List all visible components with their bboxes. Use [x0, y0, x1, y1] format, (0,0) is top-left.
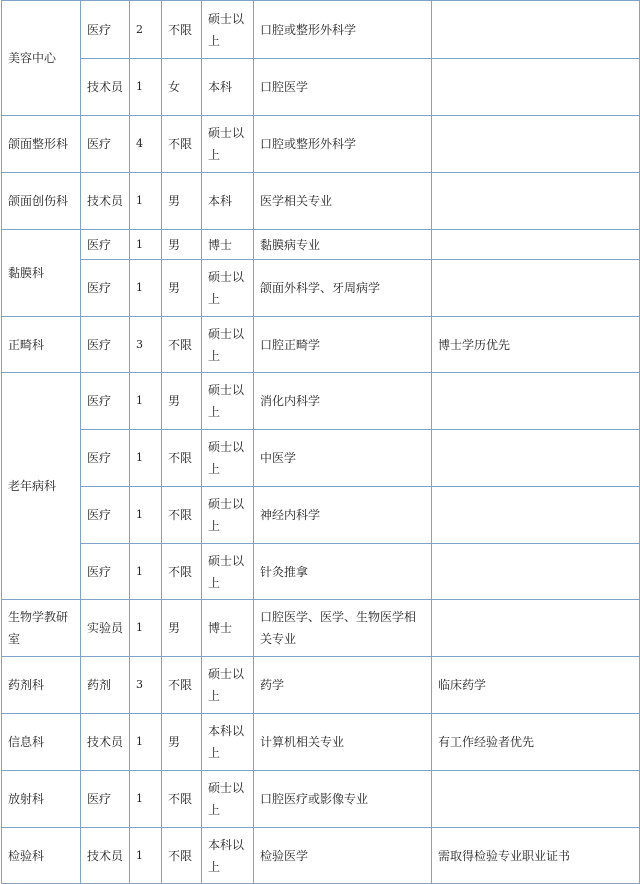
gender-cell: 不限 — [162, 1, 202, 59]
gender-cell: 男 — [162, 230, 202, 260]
education-cell: 博士 — [202, 600, 254, 657]
education-cell: 硕士以上 — [202, 430, 254, 487]
table-row — [2, 544, 640, 600]
note-cell — [432, 771, 640, 828]
table-row — [2, 430, 640, 487]
note-cell — [432, 116, 640, 173]
education-cell: 硕士以上 — [202, 260, 254, 317]
count-cell: 3 — [130, 317, 162, 373]
post-cell: 技术员 — [81, 828, 130, 884]
post-cell: 技术员 — [81, 59, 130, 116]
post-cell: 实验员 — [81, 600, 130, 657]
count-cell: 3 — [130, 657, 162, 714]
table-row — [2, 657, 640, 714]
count-cell: 2 — [130, 1, 162, 59]
major-cell: 检验医学 — [254, 828, 432, 884]
major-cell: 口腔或整形外科学 — [254, 116, 432, 173]
count-cell: 1 — [130, 714, 162, 771]
education-cell: 硕士以上 — [202, 544, 254, 600]
dept-cell: 美容中心 — [2, 1, 81, 116]
note-cell — [432, 600, 640, 657]
count-cell: 1 — [130, 771, 162, 828]
table-row — [2, 116, 640, 173]
count-cell: 1 — [130, 544, 162, 600]
major-cell: 计算机相关专业 — [254, 714, 432, 771]
education-cell: 硕士以上 — [202, 487, 254, 544]
major-cell: 口腔医疗或影像专业 — [254, 771, 432, 828]
major-cell: 消化内科学 — [254, 373, 432, 430]
gender-cell: 不限 — [162, 657, 202, 714]
education-cell: 硕士以上 — [202, 1, 254, 59]
gender-cell: 不限 — [162, 828, 202, 884]
major-cell: 医学相关专业 — [254, 173, 432, 230]
post-cell: 医疗 — [81, 487, 130, 544]
gender-cell: 不限 — [162, 317, 202, 373]
dept-cell: 老年病科 — [2, 373, 81, 600]
major-cell: 针灸推拿 — [254, 544, 432, 600]
education-cell: 本科 — [202, 59, 254, 116]
major-cell: 黏膜病专业 — [254, 230, 432, 260]
major-cell: 口腔正畸学 — [254, 317, 432, 373]
table-row — [2, 317, 640, 373]
education-cell: 硕士以上 — [202, 317, 254, 373]
post-cell: 医疗 — [81, 116, 130, 173]
gender-cell: 男 — [162, 714, 202, 771]
count-cell: 4 — [130, 116, 162, 173]
post-cell: 医疗 — [81, 260, 130, 317]
post-cell: 医疗 — [81, 771, 130, 828]
table-row — [2, 828, 640, 884]
gender-cell: 男 — [162, 260, 202, 317]
gender-cell: 男 — [162, 373, 202, 430]
education-cell: 本科以上 — [202, 714, 254, 771]
gender-cell: 男 — [162, 173, 202, 230]
note-cell — [432, 230, 640, 260]
note-cell: 博士学历优先 — [432, 317, 640, 373]
major-cell: 神经内科学 — [254, 487, 432, 544]
count-cell: 1 — [130, 260, 162, 317]
education-cell: 硕士以上 — [202, 657, 254, 714]
table-row — [2, 173, 640, 230]
note-cell — [432, 487, 640, 544]
count-cell: 1 — [130, 487, 162, 544]
table-row — [2, 1, 640, 59]
note-cell — [432, 1, 640, 59]
count-cell: 1 — [130, 173, 162, 230]
note-cell — [432, 260, 640, 317]
table-row — [2, 373, 640, 430]
table-row — [2, 714, 640, 771]
note-cell — [432, 173, 640, 230]
dept-cell: 生物学教研室 — [2, 600, 81, 657]
count-cell: 1 — [130, 373, 162, 430]
post-cell: 技术员 — [81, 173, 130, 230]
dept-cell: 药剂科 — [2, 657, 81, 714]
gender-cell: 不限 — [162, 771, 202, 828]
major-cell: 药学 — [254, 657, 432, 714]
major-cell: 颌面外科学、牙周病学 — [254, 260, 432, 317]
education-cell: 硕士以上 — [202, 373, 254, 430]
major-cell: 口腔或整形外科学 — [254, 1, 432, 59]
post-cell: 医疗 — [81, 230, 130, 260]
dept-cell: 颌面创伤科 — [2, 173, 81, 230]
education-cell: 硕士以上 — [202, 116, 254, 173]
post-cell: 医疗 — [81, 373, 130, 430]
dept-cell: 颌面整形科 — [2, 116, 81, 173]
note-cell — [432, 59, 640, 116]
post-cell: 药剂 — [81, 657, 130, 714]
dept-cell: 检验科 — [2, 828, 81, 884]
table-row — [2, 487, 640, 544]
note-cell: 需取得检验专业职业证书 — [432, 828, 640, 884]
gender-cell: 不限 — [162, 487, 202, 544]
count-cell: 1 — [130, 828, 162, 884]
note-cell — [432, 544, 640, 600]
post-cell: 医疗 — [81, 317, 130, 373]
dept-cell: 放射科 — [2, 771, 81, 828]
count-cell: 1 — [130, 59, 162, 116]
table-row — [2, 59, 640, 116]
table-row — [2, 771, 640, 828]
note-cell: 临床药学 — [432, 657, 640, 714]
dept-cell: 正畸科 — [2, 317, 81, 373]
gender-cell: 男 — [162, 600, 202, 657]
count-cell: 1 — [130, 230, 162, 260]
education-cell: 本科 — [202, 173, 254, 230]
education-cell: 硕士以上 — [202, 771, 254, 828]
post-cell: 医疗 — [81, 1, 130, 59]
note-cell: 有工作经验者优先 — [432, 714, 640, 771]
major-cell: 口腔医学 — [254, 59, 432, 116]
education-cell: 本科以上 — [202, 828, 254, 884]
gender-cell: 女 — [162, 59, 202, 116]
count-cell: 1 — [130, 430, 162, 487]
count-cell: 1 — [130, 600, 162, 657]
note-cell — [432, 373, 640, 430]
post-cell: 技术员 — [81, 714, 130, 771]
post-cell: 医疗 — [81, 430, 130, 487]
major-cell: 中医学 — [254, 430, 432, 487]
recruitment-table — [1, 0, 640, 884]
gender-cell: 不限 — [162, 544, 202, 600]
major-cell: 口腔医学、医学、生物医学相关专业 — [254, 600, 432, 657]
education-cell: 博士 — [202, 230, 254, 260]
dept-cell: 信息科 — [2, 714, 81, 771]
gender-cell: 不限 — [162, 116, 202, 173]
dept-cell: 黏膜科 — [2, 230, 81, 317]
table-row — [2, 260, 640, 317]
table-row — [2, 600, 640, 657]
note-cell — [432, 430, 640, 487]
post-cell: 医疗 — [81, 544, 130, 600]
table-row — [2, 230, 640, 260]
gender-cell: 不限 — [162, 430, 202, 487]
